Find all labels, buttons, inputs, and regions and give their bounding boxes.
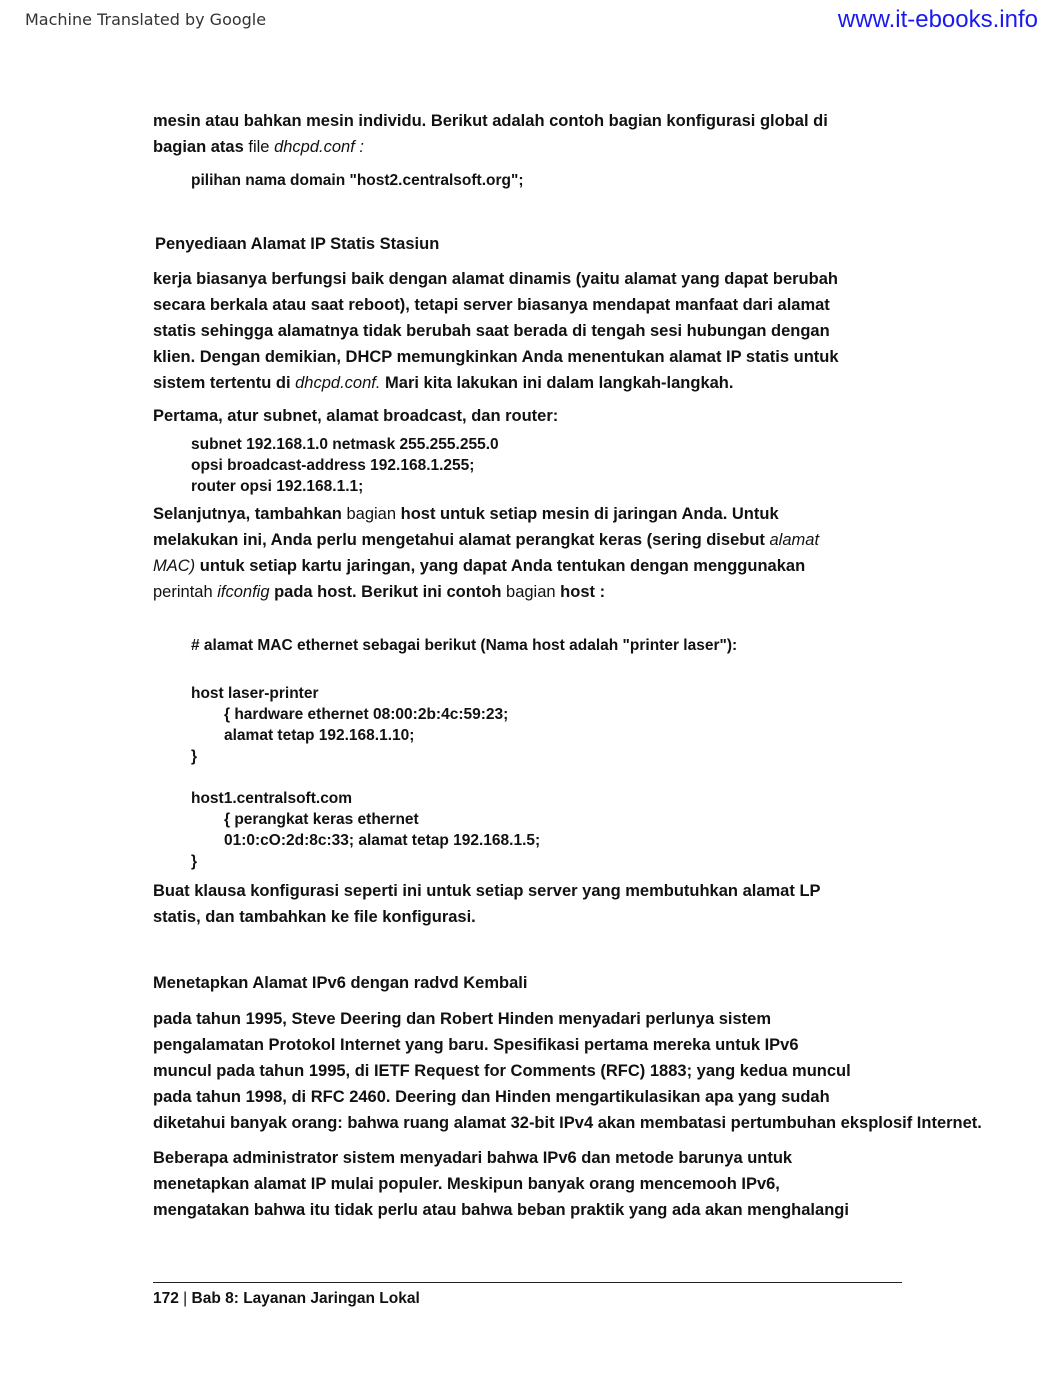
intro-line: mesin atau bahkan mesin individu. Berikut adalah contoh bagian konfigurasi global di <box>153 112 828 130</box>
code-block: pilihan nama domain "host2.centralsoft.org"; <box>191 172 524 189</box>
paragraph: kerja biasanya berfungsi baik dengan alamat dinamis (yaitu alamat yang dapat berubah secara berkala atau saat reboot), tetapi server biasanya mendapat manfaat dari alamat statis sehingga alamatnya tidak berubah saat berada di tengah sesi hubungan dengan klien. Dengan demikian, DHCP memungkinkan Anda menentukan alamat IP statis untuk sistem tertentu di dhcpd.conf. Mari kita lakukan ini dalam langkah-langkah. <box>153 270 839 392</box>
paragraph: Selanjutnya, tambahkan bagian host untuk setiap mesin di jaringan Anda. Untuk melakukan ini, Anda perlu mengetahui alamat perangkat keras (sering disebut alamat MAC) untuk setiap kartu jaringan, yang dapat Anda tentukan dengan menggunakan perintah ifconfig pada host. Berikut ini contoh bagian host : <box>153 505 820 601</box>
section-heading: Menetapkan Alamat IPv6 dengan radvd Kembali <box>153 974 528 992</box>
it-ebooks-link[interactable]: www.it-ebooks.info <box>837 6 1038 33</box>
code-block: # alamat MAC ethernet sebagai berikut (Nama host adalah "printer laser"): host laser-printer { hardware ethernet 08:00:2b:4c:59:23; alamat tetap 192.168.1.10; } host1.centralsoft.com { perangkat keras ethernet 01:0:cO:2d:8c:33; alamat tetap 192.168.1.5; } <box>191 637 738 870</box>
page-number: 172 <box>153 1290 179 1307</box>
paragraph: Buat klausa konfigurasi seperti ini untuk setiap server yang membutuhkan alamat LP statis, dan tambahkan ke file konfigurasi. <box>153 882 821 926</box>
footer-rule <box>153 1282 902 1283</box>
section-heading: Penyediaan Alamat IP Statis Stasiun <box>155 235 440 253</box>
page-body <box>153 108 1048 1223</box>
page-footer: 172 | Bab 8: Layanan Jaringan Lokal <box>153 1290 420 1307</box>
paragraph: Beberapa administrator sistem menyadari bahwa IPv6 dan metode barunya untuk menetapkan alamat IP mulai populer. Meskipun banyak orang mencemooh IPv6, mengatakan bahwa itu tidak perlu atau bahwa beban praktik yang ada akan menghalangi <box>153 1149 849 1219</box>
paragraph: Pertama, atur subnet, alamat broadcast, dan router: <box>153 407 559 425</box>
intro-line: bagian atas file dhcpd.conf : <box>153 138 364 156</box>
machine-translated-label: Machine Translated by Google <box>25 10 267 29</box>
paragraph: pada tahun 1995, Steve Deering dan Robert Hinden menyadari perlunya sistem pengalamatan Protokol Internet yang baru. Spesifikasi pertama mereka untuk IPv6 muncul pada tahun 1995, di IETF Request for Comments (RFC) 1883; yang kedua muncul pada tahun 1998, di RFC 2460. Deering dan Hinden mengartikulasikan apa yang sudah diketahui banyak orang: bahwa ruang alamat 32-bit IPv4 akan membatasi pertumbuhan eksplosif Internet. <box>153 1010 982 1132</box>
chapter-title: Bab 8: Layanan Jaringan Lokal <box>191 1290 420 1307</box>
code-block: subnet 192.168.1.0 netmask 255.255.255.0 opsi broadcast-address 192.168.1.255; router opsi 192.168.1.1; <box>191 436 499 495</box>
